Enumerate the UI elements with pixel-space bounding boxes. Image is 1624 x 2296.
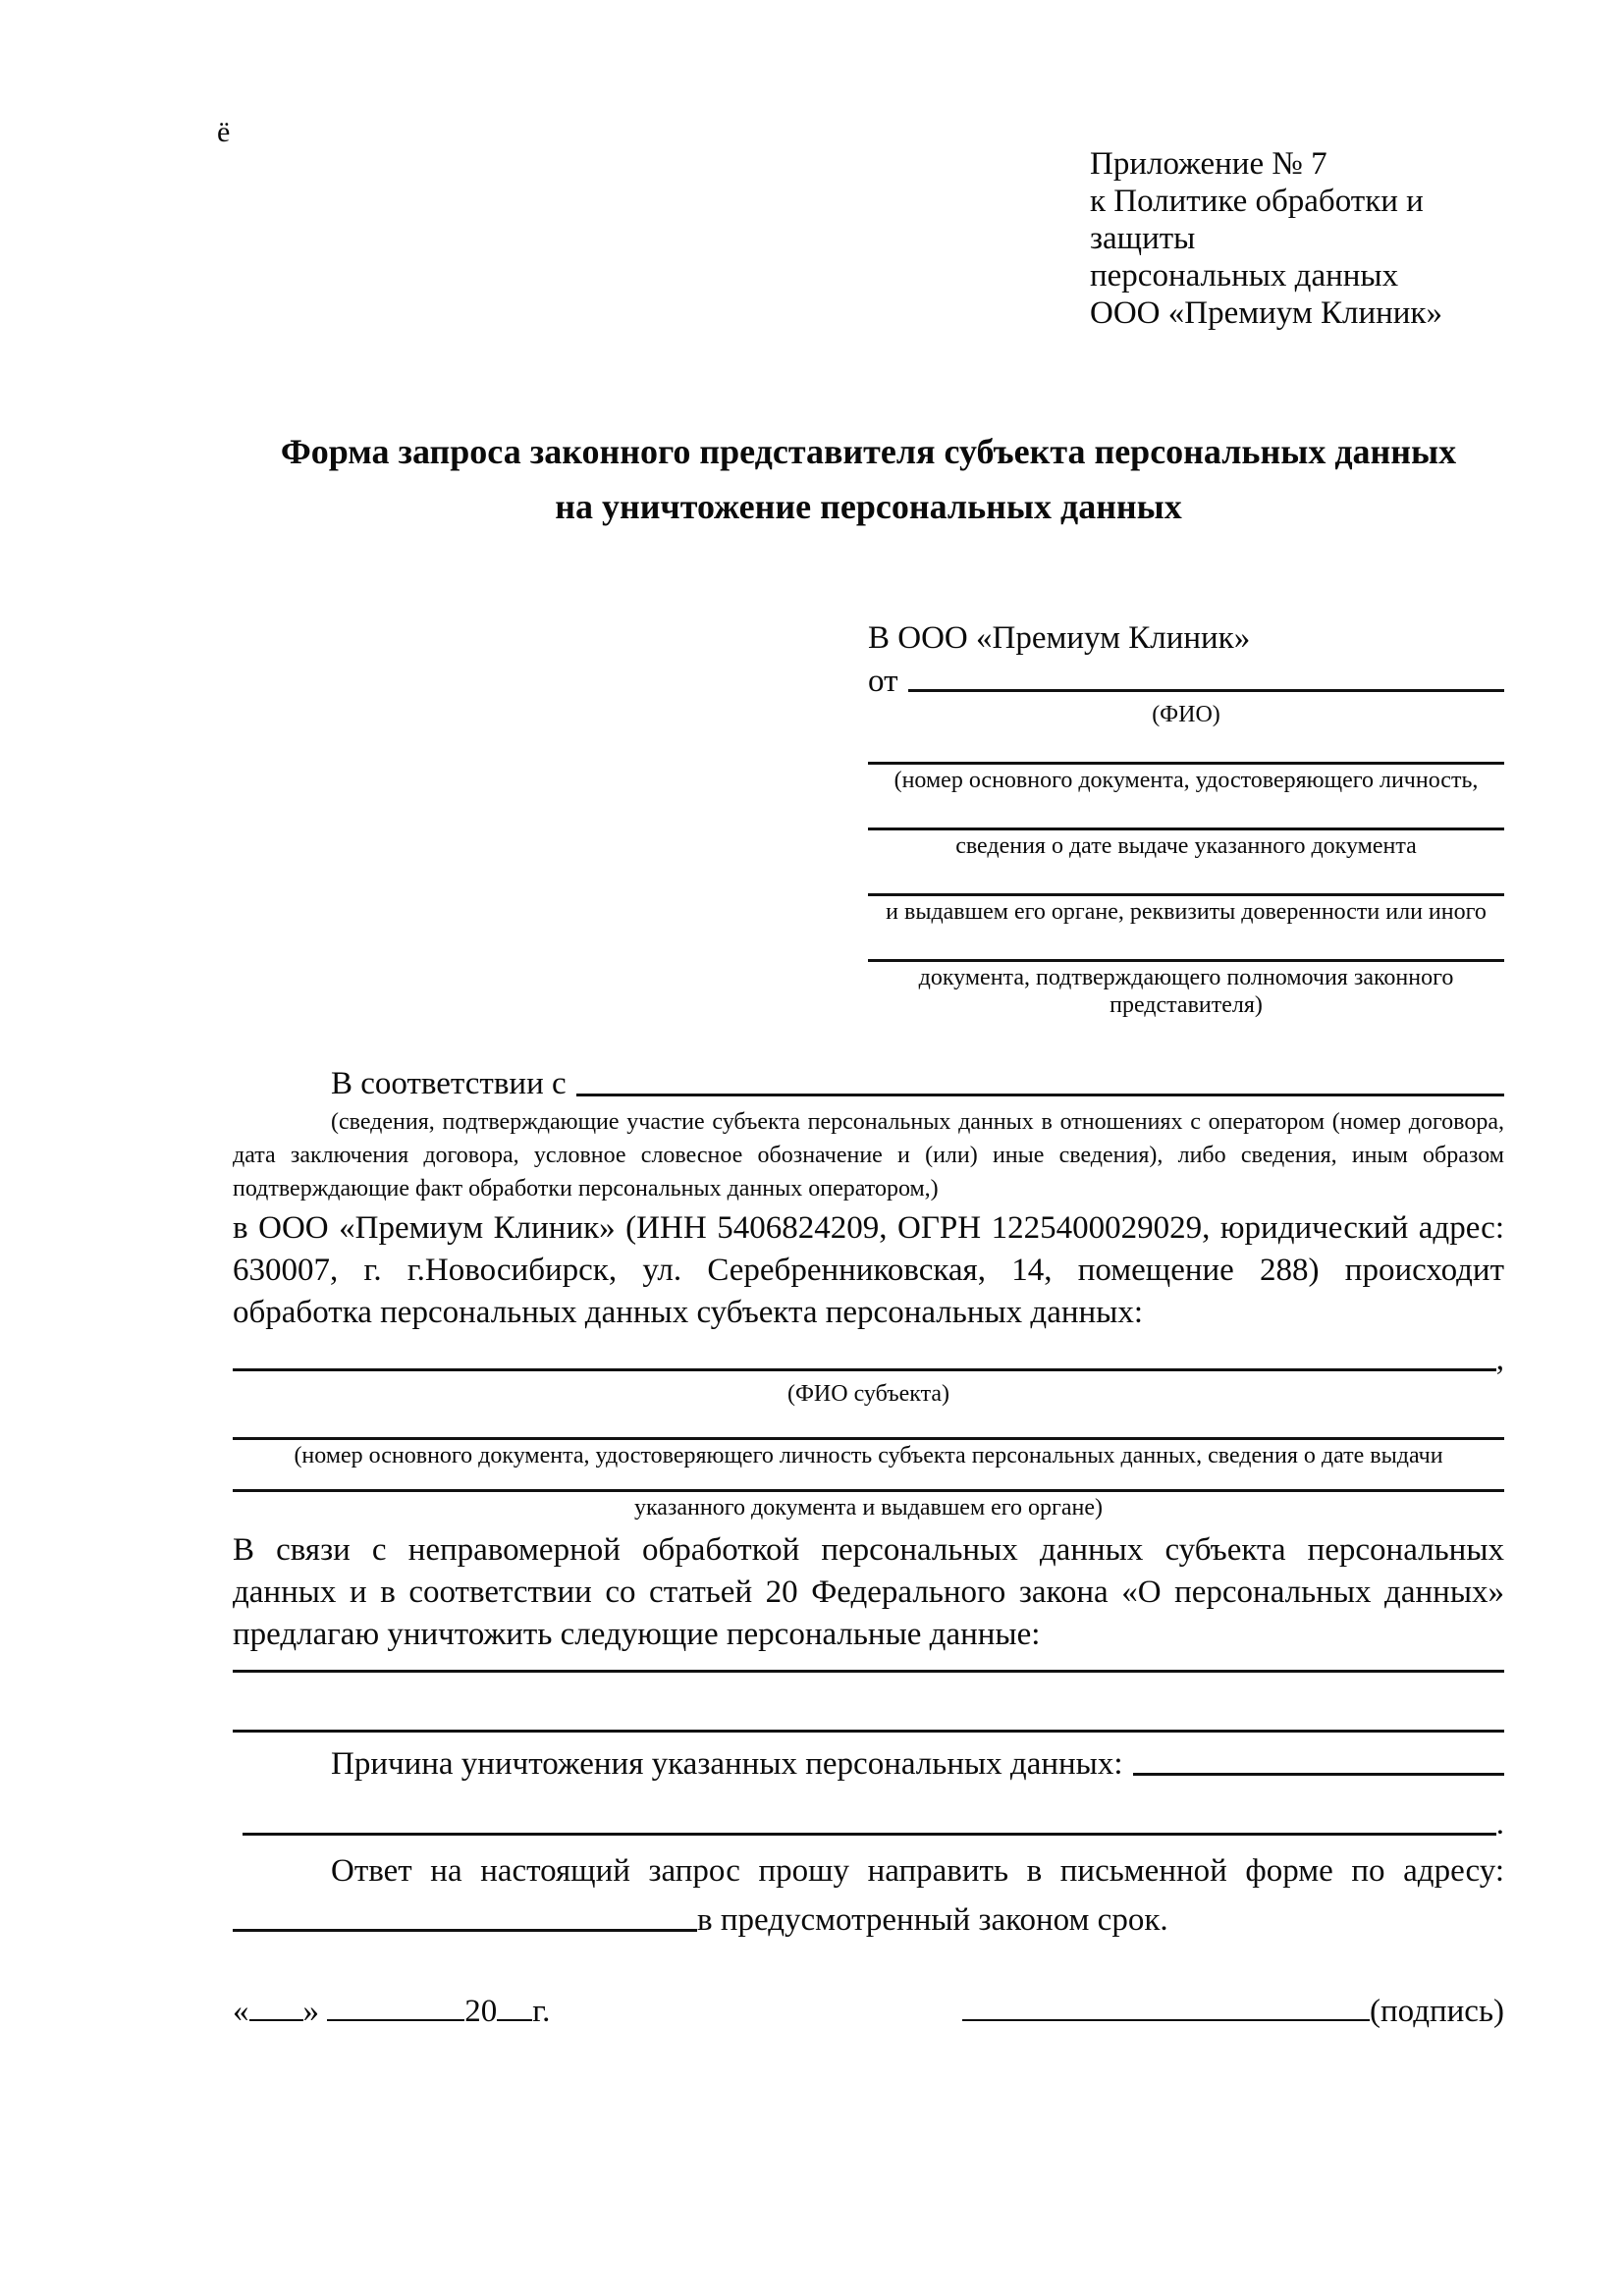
signature-block [962,1994,1504,2030]
year-suffix: г. [532,1994,551,2029]
doc-blank-line [868,893,1504,896]
signature-blank-line [962,2019,1370,2021]
appendix-line: Приложение № 7 [1090,146,1327,182]
data-blank-line [233,1730,1504,1733]
reason-row [233,1746,1504,1783]
doc-blank-line [868,828,1504,830]
year-prefix: 20 [464,1994,498,2029]
subject-fio-caption: (ФИО субъекта) [786,1381,950,1407]
appendix-line: ООО «Премиум Клиник» [1090,295,1442,331]
quote-close: » [302,1994,319,2029]
reply-tail: в предусмотренный законом срок. [697,1902,1168,1938]
title-line: Форма запроса законного представителя субъекта персональных данных [280,432,1457,471]
month-blank [327,2019,464,2021]
quote-open: « [233,1994,249,2029]
stray-char: ё [217,116,231,148]
reason-blank-line [1133,1773,1504,1776]
reply-address-row [233,1902,1504,1939]
footer-row [233,1994,1504,2030]
reason-label: Причина уничтожения указанных персональных данных: [331,1746,1123,1782]
subject-doc-blank-line [233,1437,1504,1440]
doc-caption: и выдавшем его органе, реквизиты доверенности или иного [886,899,1487,925]
accordance-label: В соответствии с [331,1066,567,1101]
reason-continuation-row [233,1806,1504,1842]
reason-blank-line-2 [243,1833,1496,1836]
doc-caption: сведения о дате выдаче указанного документа [955,833,1417,859]
document-title [233,424,1504,534]
data-blank-line [233,1670,1504,1673]
appendix-block [1090,145,1504,332]
accordance-note: (сведения, подтверждающие участие субъекта персональных данных в отношениях с оператором (номер договора, дата заключения договора, условное словесное обозначение и (или) иные сведения), либо сведения, иным образом подтверждающие факт обработки персональных данных оператором,) [233,1109,1504,1201]
subject-doc-caption: (номер основного документа, удостоверяющего личность субъекта персональных данных, сведения о дате выдачи [294,1443,1443,1468]
signature-caption: (подпись) [1370,1994,1504,2029]
unlawful-paragraph: В связи с неправомерной обработкой персональных данных субъекта персональных данных и в соответствии со статьей 20 Федерального закона «О персональных данных» предлагаю уничтожить следующие персональные данные: [233,1532,1504,1652]
year-blank [497,2019,532,2021]
appendix-line: персональных данных [1090,258,1399,294]
accordance-blank-line [576,1094,1504,1096]
from-label: от [868,664,898,699]
doc-blank-line [868,959,1504,962]
subject-fio-blank-line [233,1368,1496,1371]
appendix-line: к Политике обработки и защиты [1090,184,1424,256]
operator-paragraph: в ООО «Премиум Клиник» (ИНН 5406824209, ОГРН 1225400029029, юридический адрес: 630007, г. г.Новосибирск, ул. Серебренниковская, 14, помещение 288) происходит обработка персональных данных субъекта персональных данных: [233,1210,1504,1330]
doc-caption: документа, подтверждающего полномочия законного представителя) [918,965,1454,1018]
doc-caption: (номер основного документа, удостоверяющего личность, [893,768,1479,793]
subject-doc-caption: указанного документа и выдавшем его органе) [633,1495,1104,1521]
reply-paragraph: Ответ на настоящий запрос прошу направить в письменной форме по адресу: [331,1853,1504,1889]
accordance-row [233,1064,1504,1103]
title-line: на уничтожение персональных данных [555,487,1182,526]
date-line [233,1994,550,2030]
from-row [868,664,1504,699]
subject-doc-blank-line [233,1489,1504,1492]
trailing-period: . [1495,1806,1504,1842]
doc-blank-line [868,762,1504,765]
trailing-comma: , [1495,1342,1504,1377]
addressee-block [868,620,1504,1019]
fio-blank-line [908,689,1505,692]
day-blank [249,2019,303,2021]
addressee-to: В ООО «Премиум Клиник» [868,620,1251,656]
address-blank-line [233,1929,697,1932]
subject-fio-row [233,1342,1504,1378]
fio-caption: (ФИО) [1152,702,1220,727]
